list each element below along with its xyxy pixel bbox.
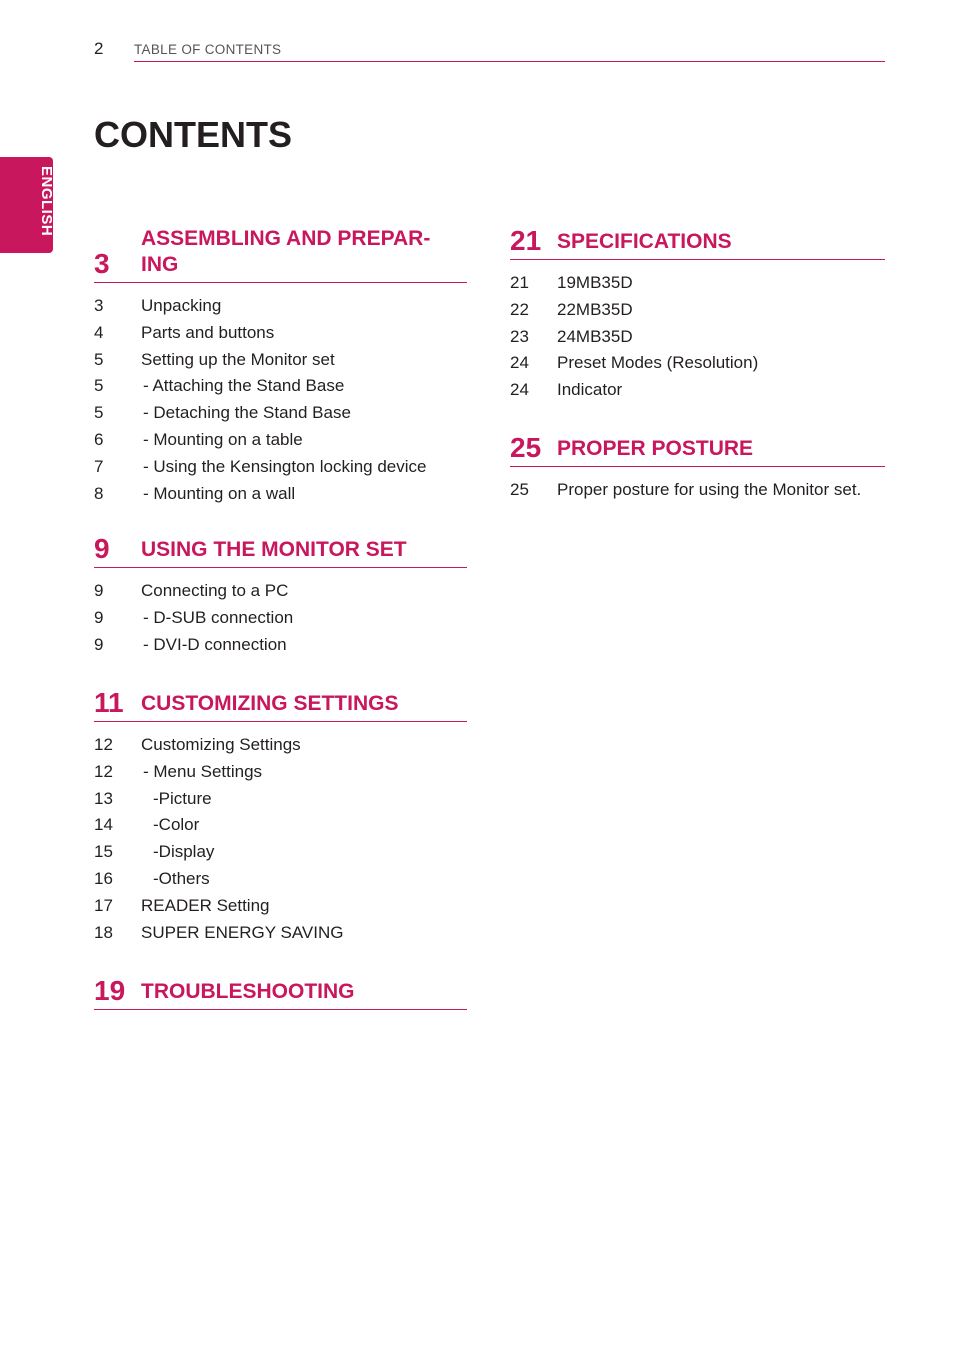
page-title: CONTENTS: [94, 114, 292, 155]
toc-entry[interactable]: [510, 377, 885, 404]
entry-page-number: 3: [94, 296, 104, 315]
toc-entry[interactable]: [94, 786, 467, 813]
entry-list: [94, 578, 467, 658]
entry-title: - Mounting on a table: [143, 429, 303, 449]
toc-section: [94, 226, 467, 507]
section-heading[interactable]: [510, 432, 885, 466]
toc-entry[interactable]: [94, 578, 467, 605]
entry-title: -Others: [153, 868, 210, 888]
section-page-number: 19: [94, 975, 126, 1006]
section-title: SPECIFICATIONS: [557, 230, 732, 253]
entry-title: - Attaching the Stand Base: [143, 376, 345, 396]
entry-title: Connecting to a PC: [141, 581, 289, 600]
entry-title: Setting up the Monitor set: [141, 349, 335, 369]
entry-page-number: 15: [94, 842, 113, 862]
toc-entry[interactable]: [94, 481, 467, 508]
toc-entry[interactable]: [510, 297, 885, 324]
section-rule: [510, 259, 885, 260]
entry-title: READER Setting: [141, 895, 270, 915]
entry-page-number: 5: [94, 403, 104, 423]
entry-page-number: 17: [94, 895, 113, 915]
entry-title: - DVI-D connection: [143, 634, 287, 654]
entry-page-number: 24: [510, 353, 529, 373]
entry-title: Parts and buttons: [141, 322, 275, 342]
entry-title: -Color: [153, 815, 200, 835]
toc-entry[interactable]: [94, 759, 467, 786]
toc-section: [510, 225, 885, 404]
language-tab-label: ENGLISH: [38, 166, 55, 237]
entry-title: - Menu Settings: [143, 761, 263, 781]
section-title: CUSTOMIZING SETTINGS: [141, 692, 399, 715]
section-heading[interactable]: [94, 226, 467, 282]
entry-page-number: 9: [94, 607, 104, 627]
toc-entry[interactable]: [94, 732, 467, 759]
toc-entry[interactable]: [94, 400, 467, 427]
section-heading[interactable]: [94, 687, 467, 721]
toc-entry[interactable]: [94, 373, 467, 400]
section-page-number: 3: [94, 248, 110, 279]
entry-page-number: 18: [94, 922, 113, 942]
running-header: TABLE OF CONTENTS: [134, 42, 282, 57]
entry-page-number: 5: [94, 376, 104, 396]
entry-title: Indicator: [557, 380, 623, 400]
section-heading[interactable]: [94, 975, 467, 1009]
entry-page-number: 24: [510, 380, 529, 400]
toc-entry[interactable]: [510, 324, 885, 351]
toc-section: [94, 533, 467, 658]
toc-section: [94, 975, 467, 1020]
entry-page-number: 14: [94, 815, 113, 835]
entry-title: 24MB35D: [557, 326, 633, 346]
entry-title: - Using the Kensington locking device: [143, 456, 427, 476]
toc-entry[interactable]: [94, 920, 467, 947]
section-rule: [94, 721, 467, 722]
entry-title: -Display: [153, 842, 215, 862]
entry-title: - D-SUB connection: [143, 607, 294, 627]
entry-title: - Detaching the Stand Base: [143, 403, 351, 423]
toc-entry[interactable]: [94, 293, 467, 320]
toc-entry[interactable]: [510, 477, 885, 504]
entry-title: Preset Modes (Resolution): [557, 353, 759, 373]
language-tab: [0, 157, 53, 253]
entry-page-number: 13: [94, 788, 113, 808]
section-title: ASSEMBLING AND PREPAR- ING: [141, 227, 431, 276]
page-number: 2: [94, 39, 104, 58]
entry-page-number: 22: [510, 299, 529, 319]
entry-page-number: 12: [94, 735, 113, 754]
entry-list: [94, 293, 467, 507]
header-rule: [134, 61, 885, 62]
toc-entry[interactable]: [94, 454, 467, 481]
section-page-number: 21: [510, 225, 542, 256]
entry-page-number: 12: [94, 761, 113, 781]
toc-entry[interactable]: [94, 893, 467, 920]
section-page-number: 25: [510, 432, 542, 463]
entry-page-number: 16: [94, 868, 113, 888]
toc-entry[interactable]: [94, 866, 467, 893]
entry-page-number: 5: [94, 349, 104, 369]
entry-title: Proper posture for using the Monitor set.: [557, 480, 862, 499]
entry-title: SUPER ENERGY SAVING: [141, 922, 344, 942]
toc-entry[interactable]: [94, 427, 467, 454]
toc-entry[interactable]: [94, 812, 467, 839]
section-rule: [94, 282, 467, 283]
entry-page-number: 9: [94, 634, 104, 654]
section-title: USING THE MONITOR SET: [141, 538, 407, 561]
section-rule: [94, 567, 467, 568]
section-title: PROPER POSTURE: [557, 437, 754, 460]
entry-page-number: 7: [94, 456, 104, 476]
entry-page-number: 6: [94, 429, 104, 449]
entry-page-number: 25: [510, 480, 529, 499]
section-heading[interactable]: [510, 225, 885, 259]
entry-title: - Mounting on a wall: [143, 483, 296, 503]
toc-section: [94, 687, 467, 946]
entry-page-number: 9: [94, 581, 104, 600]
toc-section: [510, 432, 885, 504]
section-page-number: 11: [94, 687, 124, 718]
toc-entry[interactable]: [510, 350, 885, 377]
toc-entry[interactable]: [94, 320, 467, 347]
entry-page-number: 8: [94, 483, 104, 503]
section-page-number: 9: [94, 533, 110, 564]
entry-page-number: 23: [510, 326, 529, 346]
toc-entry[interactable]: [94, 605, 467, 632]
toc-entry[interactable]: [94, 632, 467, 659]
entry-title: 19MB35D: [557, 273, 633, 292]
section-title: TROUBLESHOOTING: [141, 980, 355, 1003]
toc-entry[interactable]: [94, 839, 467, 866]
entry-list: [510, 477, 885, 504]
entry-list: [510, 270, 885, 404]
entry-list: [94, 732, 467, 946]
entry-title: -Picture: [153, 788, 212, 808]
entry-page-number: 4: [94, 322, 104, 342]
toc-entry[interactable]: [510, 270, 885, 297]
entry-page-number: 21: [510, 273, 529, 292]
section-rule: [94, 1009, 467, 1010]
entry-title: 22MB35D: [557, 299, 633, 319]
toc-entry[interactable]: [94, 347, 467, 374]
section-heading[interactable]: [94, 533, 467, 567]
entry-title: Customizing Settings: [141, 735, 301, 754]
section-rule: [510, 466, 885, 467]
entry-title: Unpacking: [141, 296, 222, 315]
